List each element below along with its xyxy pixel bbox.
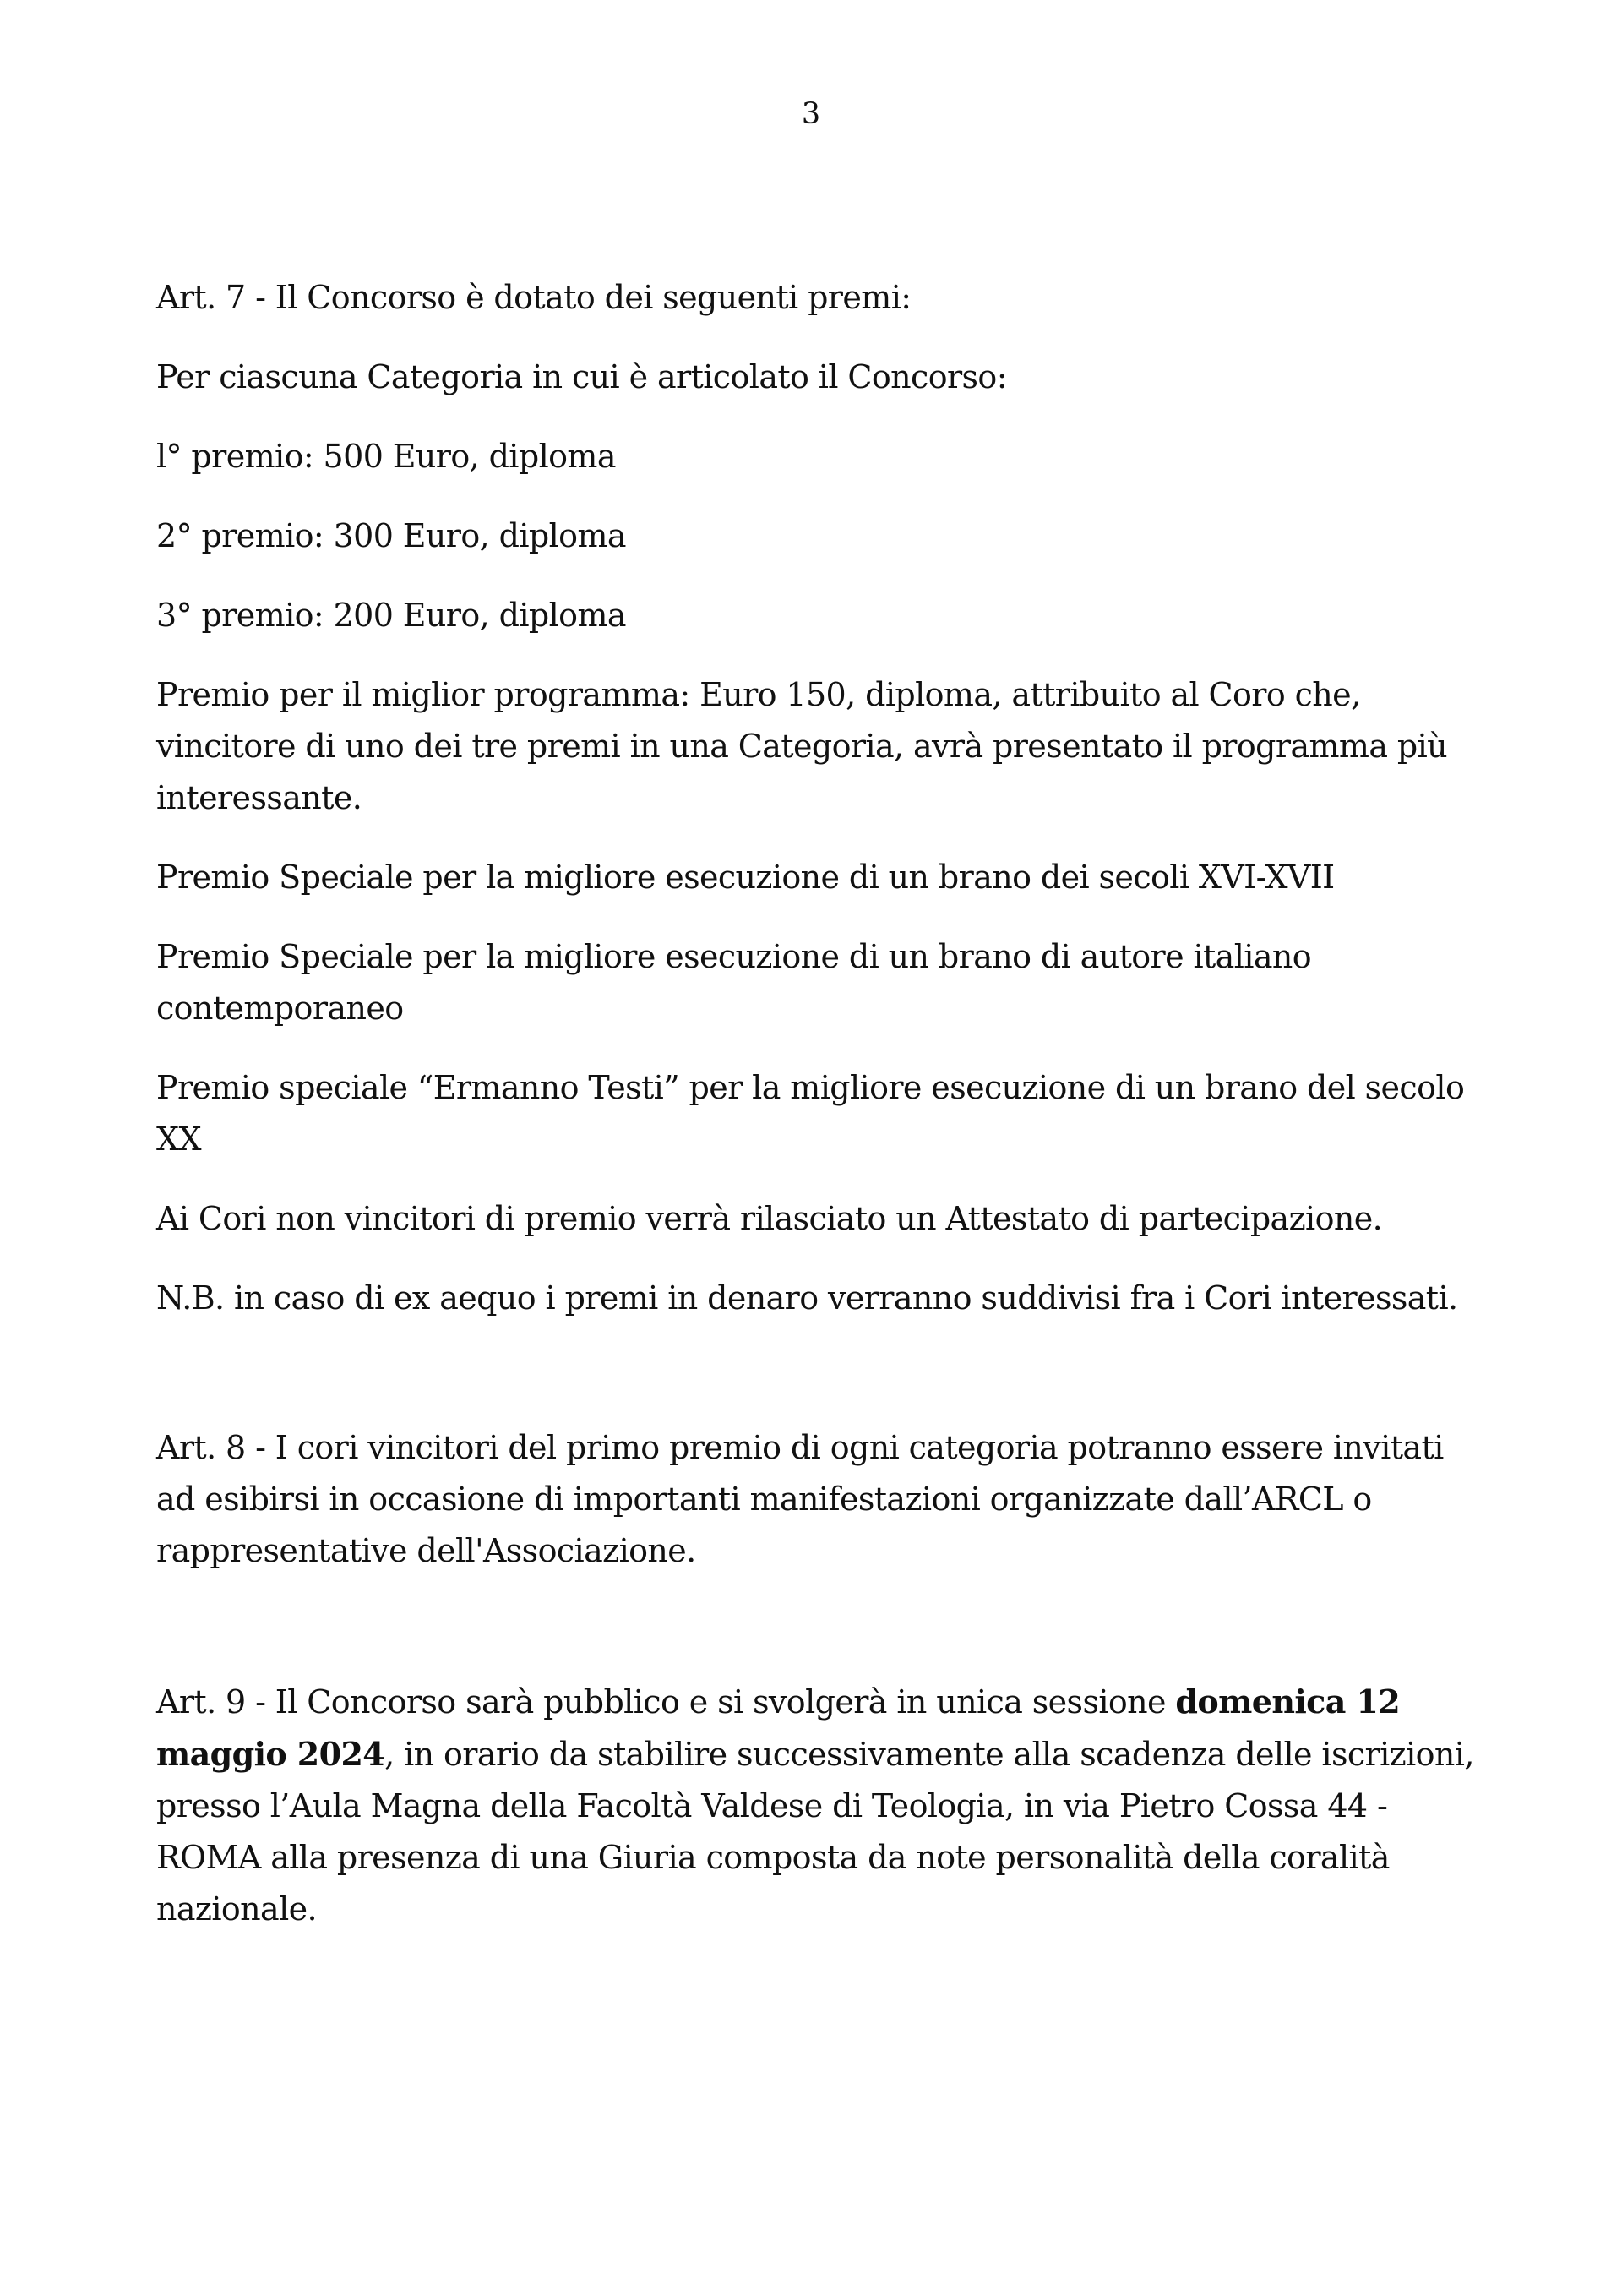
- art9-text-before: Art. 9 - Il Concorso sarà pubblico e si svolgerà in unica sessione: [156, 1683, 1176, 1721]
- art7-prize-3: 3° premio: 200 Euro, diploma: [156, 597, 626, 634]
- art9-paragraph: [156, 1676, 1474, 1935]
- art7-prize-2: 2° premio: 300 Euro, diploma: [156, 517, 626, 554]
- art7-non-winners: Ai Cori non vincitori di premio verrà rilasciato un Attestato di partecipazione.: [156, 1200, 1383, 1237]
- art8-text: Art. 8 - I cori vincitori del primo premio di ogni categoria potranno essere invitati ad esibirsi in occasione di importanti manifestazioni organizzate dall’ARCL o rappresentative dell'Associazione.: [156, 1429, 1444, 1569]
- art7-nb: N.B. in caso di ex aequo i premi in denaro verranno suddivisi fra i Cori interessati.: [156, 1279, 1458, 1317]
- art7-special-xvi-xvii: Premio Speciale per la migliore esecuzione di un brano dei secoli XVI-XVII: [156, 859, 1335, 896]
- art7-best-program: Premio per il miglior programma: Euro 150, diploma, attribuito al Coro che, vincitore di uno dei tre premi in una Categoria, avrà presentato il programma più interessante.: [156, 676, 1448, 816]
- art7-prize-1: l° premio: 500 Euro, diploma: [156, 438, 616, 475]
- art7-intro: Per ciascuna Categoria in cui è articolato il Concorso:: [156, 358, 1007, 395]
- document-body: [156, 272, 1474, 1963]
- art7-heading: Art. 7 - Il Concorso è dotato dei seguenti premi:: [156, 279, 912, 316]
- art7-special-italian: Premio Speciale per la migliore esecuzione di un brano di autore italiano contemporaneo: [156, 938, 1312, 1027]
- page-number: 3: [801, 97, 821, 131]
- art9-text-after: , in orario da stabilire successivamente alla scadenza delle iscrizioni, presso l’Aula Magna della Facoltà Valdese di Teologia, in via Pietro Cossa 44 - ROMA alla presenza di una Giuria composta da note personalità della coralità nazionale.: [156, 1736, 1474, 1928]
- art9-date: domenica 12 maggio 2024: [156, 1682, 1401, 1773]
- art7-special-testi: Premio speciale “Ermanno Testi” per la migliore esecuzione di un brano del secolo XX: [156, 1069, 1465, 1158]
